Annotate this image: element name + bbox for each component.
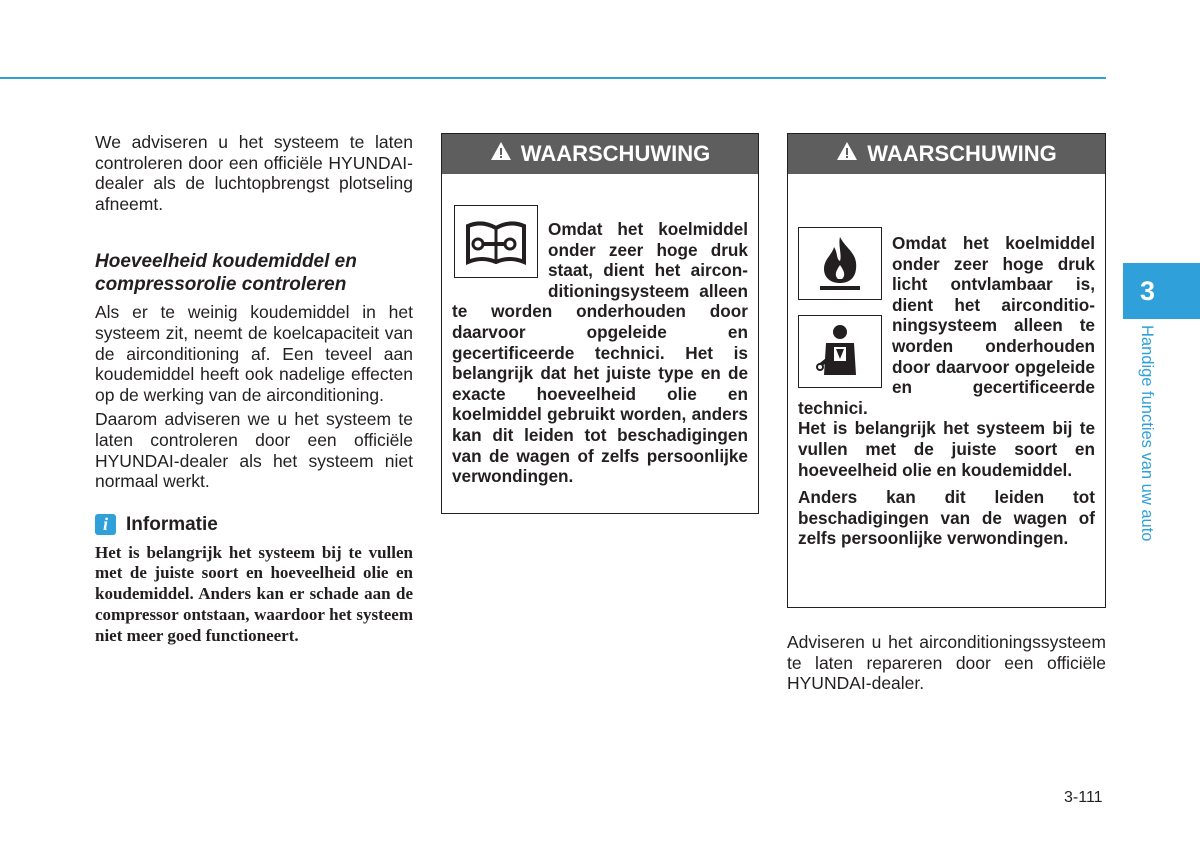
- warning-text-2: Het is belangrijk het systeem bij te vullen met de juiste soort en hoeveelheid olie en koudemiddel.: [798, 418, 1095, 480]
- section-heading: Hoeveelheid koudemiddel en compressorolie controleren: [95, 251, 357, 296]
- info-icon: i: [95, 514, 116, 535]
- page-number: 3-111: [1064, 789, 1103, 806]
- top-rule: [0, 77, 1106, 79]
- chapter-label: Handige functies van uw auto: [1138, 325, 1156, 542]
- technician-icon: [798, 315, 882, 388]
- warning-header: [442, 134, 758, 174]
- chapter-number: 3: [1140, 275, 1156, 306]
- body-paragraph-2: Daarom adviseren we u het systeem te laten controleren door een officiële HYUNDAI-dealer als het systeem niet normaal werkt.: [95, 409, 413, 492]
- warning-header: [788, 134, 1105, 174]
- right-column: [787, 632, 1106, 694]
- info-text: Het is belangrijk het systeem bij te vullen met de juiste soort en hoeveelheid olie en koudemiddel. Anders kan er schade aan de compressor ontstaan, waardoor het systeem niet meer goed functioneert.: [95, 542, 413, 645]
- warning-box-2: [787, 133, 1106, 608]
- repair-paragraph: Adviseren u het airconditioningssysteem te laten repareren door een officiële HYUNDAI-dealer.: [787, 632, 1106, 694]
- warning-text: Omdat het koelmiddel onder zeer hoge druk staat, dient het airconditioningsysteem alleen te worden onderhouden door daarvoor opgeleide en gecertificeerde technici. Het is belangrijk dat het juiste type en de exacte hoeveelheid olie en koelmiddel gebruikt worden, anders kan dit leiden tot beschadigingen van de wagen of zelfs persoonlijke verwondingen.: [452, 219, 748, 487]
- warning-text-1: Omdat het koelmiddel onder zeer hoge druk licht ontvlambaar is, dient het airconditioningsysteem alleen te worden onderhouden door daarvoor opgeleide en gecertificeerde technici.: [798, 233, 1095, 418]
- warning-triangle-icon: [490, 141, 512, 167]
- warning-text-3: Anders kan dit leiden tot beschadigingen van de wagen of zelfs persoonlijke verwondingen.: [798, 487, 1095, 549]
- warning-title: WAARSCHUWING: [867, 141, 1057, 166]
- pictogram-stack: [798, 227, 882, 388]
- body-paragraph-1: Als er te weinig koudemiddel in het systeem zit, neemt de koelcapaciteit van de airconditioning af. Een teveel aan koudemiddel heeft ook nadelige effecten op de werking van de airconditioning.: [95, 302, 413, 405]
- info-title: Informatie: [126, 513, 218, 535]
- warning-body: [788, 174, 1105, 549]
- chapter-tab: [1123, 263, 1200, 319]
- manual-wrench-icon: [454, 205, 538, 278]
- warning-body: [442, 174, 758, 487]
- left-column: [95, 132, 413, 646]
- intro-paragraph: We adviseren u het systeem te laten controleren door een officiële HYUNDAI-dealer als de luchtopbrengst plotseling afneemt.: [95, 132, 413, 214]
- warning-title: WAARSCHUWING: [520, 141, 711, 166]
- warning-triangle-icon: [836, 141, 858, 167]
- info-header: [95, 514, 413, 536]
- flammable-icon: [798, 227, 882, 300]
- warning-box-1: [441, 133, 759, 514]
